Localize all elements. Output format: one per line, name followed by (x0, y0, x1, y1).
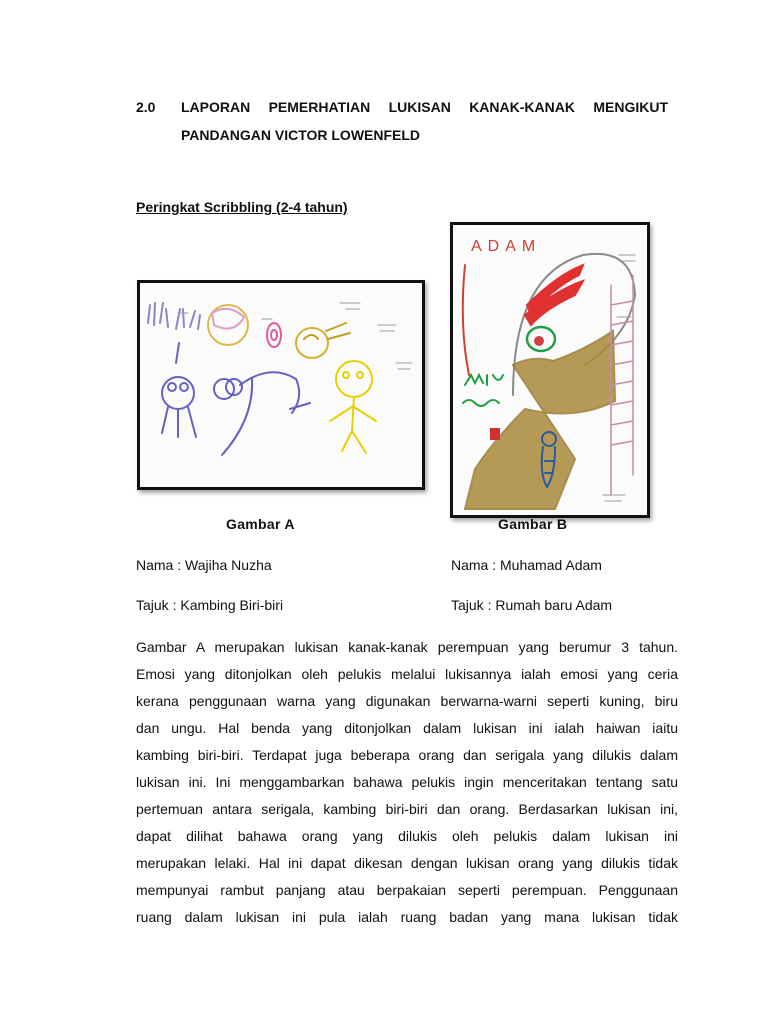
paragraph-line: lukisan ini. Ini menggambarkan bahawa pelukis ingin menceritakan tentang satu (136, 774, 678, 790)
drawing-b-caption: Gambar B (498, 516, 568, 532)
paragraph-line: merupakan lelaki. Hal ini dapat dikesan dengan lukisan orang yang dilukis tidak (136, 855, 678, 871)
paragraph-line: Gambar A merupakan lukisan kanak-kanak perempuan yang berumur 3 tahun. (136, 639, 678, 655)
paragraph-line: kerana penggunaan warna yang digunakan berwarna-warni seperti kuning, biru (136, 693, 678, 709)
section-number: 2.0 (136, 99, 156, 115)
drawing-a-caption: Gambar A (226, 516, 295, 532)
drawing-a-name: Nama : Wajiha Nuzha (136, 557, 272, 573)
paragraph-line: kambing biri-biri. Terdapat juga beberapa orang dan serigala yang dilukis dalam (136, 747, 678, 763)
paragraph-line: ruang dalam lukisan ini pula ialah ruang badan yang mana lukisan tidak (136, 909, 678, 925)
stage-subheading: Peringkat Scribbling (2-4 tahun) (136, 199, 348, 215)
drawing-b-sketch (453, 225, 647, 515)
drawing-a-sketch (140, 283, 422, 487)
body-paragraph (136, 634, 678, 931)
drawing-b-title: Tajuk : Rumah baru Adam (451, 597, 613, 613)
drawing-b-name: Nama : Muhamad Adam (451, 557, 602, 573)
drawing-a-image (137, 280, 425, 490)
drawing-a-title: Tajuk : Kambing Biri-biri (136, 597, 284, 613)
paragraph-line: pertemuan antara serigala, kambing biri-biri dan orang. Berdasarkan lukisan ini, (136, 801, 678, 817)
section-title: LAPORAN PEMERHATIAN LUKISAN KANAK-KANAK MENGIKUT PANDANGAN VICTOR LOWENFELD (181, 99, 668, 143)
drawing-b-caption-text: ADAM (471, 238, 542, 255)
paragraph-line: dapat dilihat bahawa orang yang dilukis oleh pelukis dalam lukisan ini (136, 828, 678, 844)
drawing-b-image (450, 222, 650, 518)
paragraph-line: Emosi yang ditonjolkan oleh pelukis melalui lukisannya ialah emosi yang ceria (136, 666, 678, 682)
paragraph-line: mempunyai rambut panjang atau berpakaian seperti perempuan. Penggunaan (136, 882, 678, 898)
paragraph-line: dan ungu. Hal benda yang ditonjolkan dalam lukisan ini ialah haiwan iaitu (136, 720, 678, 736)
